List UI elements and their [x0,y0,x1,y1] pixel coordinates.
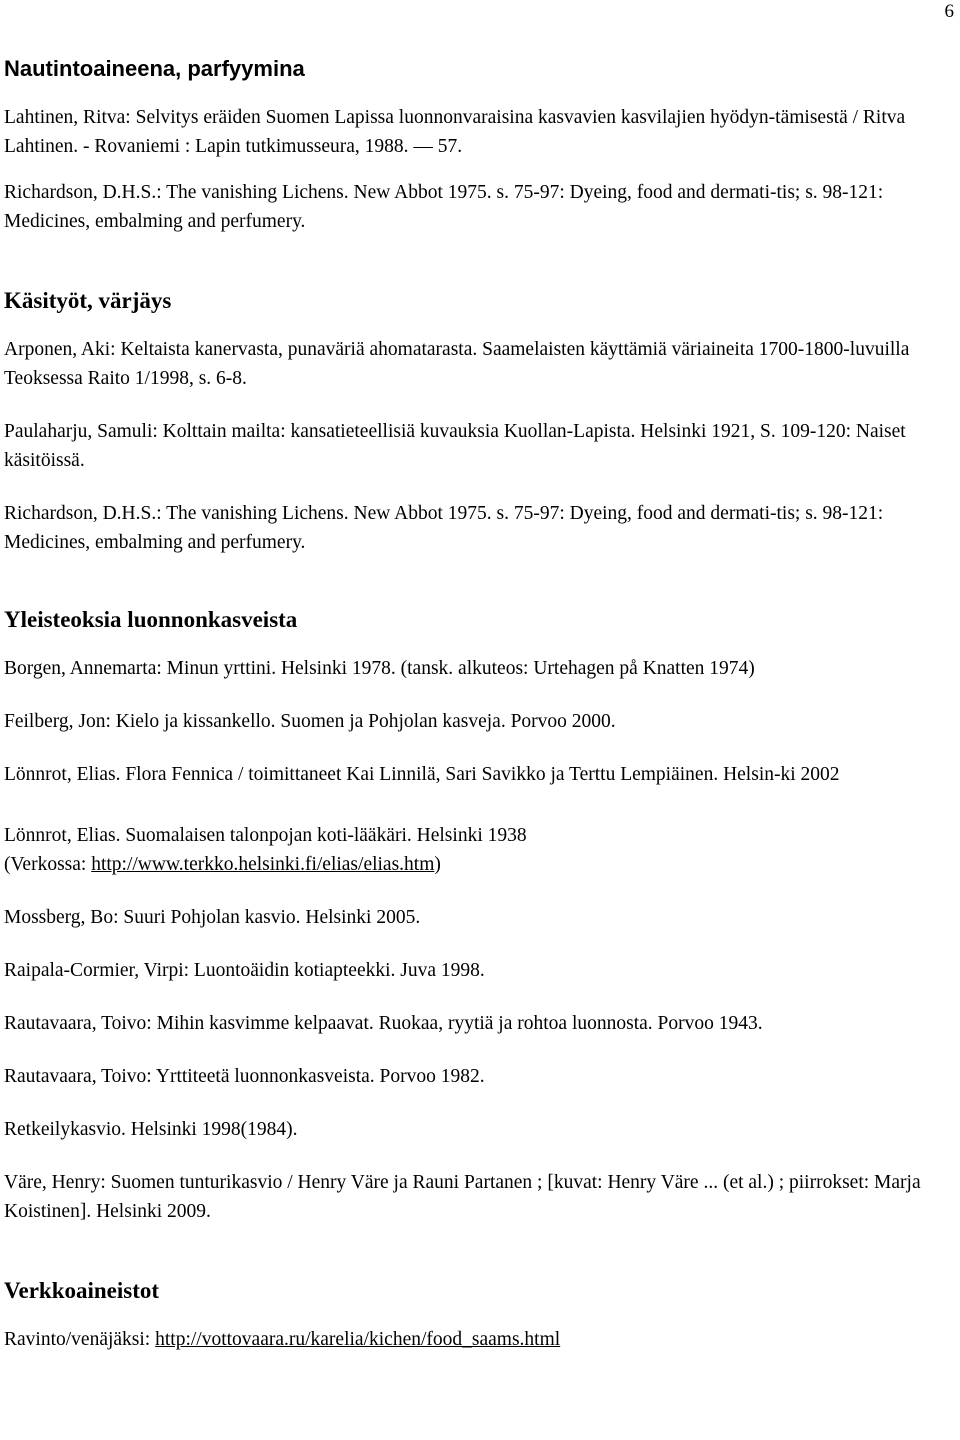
reference-entry: Richardson, D.H.S.: The vanishing Lichens. New Abbot 1975. s. 75-97: Dyeing, food and dermati-tis; s. 98-121: Medicines, embalming and perfumery. [4,503,884,553]
reference-entry: Feilberg, Jon: Kielo ja kissankello. Suomen ja Pohjolan kasveja. Porvoo 2000. [4,711,616,732]
reference-entry: Raipala-Cormier, Virpi: Luontoäidin kotiapteekki. Juva 1998. [4,960,485,981]
reference-entry: Richardson, D.H.S.: The vanishing Lichens. New Abbot 1975. s. 75-97: Dyeing, food and dermati-tis; s. 98-121: Medicines, embalming and perfumery. [4,182,884,232]
page-number: 6 [944,1,954,22]
link-entry [4,1325,952,1354]
reference-entry: Lahtinen, Ritva: Selvitys eräiden Suomen Lapissa luonnonvaraisina kasvavien kasvilajien hyödyn-tämisestä / Ritva Lahtinen. - Rovaniemi : Lapin tutkimusseura, 1988. — 57. [4,107,906,157]
reference-entry: Rautavaara, Toivo: Mihin kasvimme kelpaavat. Ruokaa, ryytiä ja rohtoa luonnosta. Porvoo 1943. [4,1013,763,1034]
online-note [4,850,952,879]
online-note-prefix: (Verkossa: [4,854,92,875]
document-body [4,52,952,1354]
link-entry-prefix: Ravinto/venäjäksi: [4,1329,156,1350]
reference-entry: Rautavaara, Toivo: Yrttiteetä luonnonkasveista. Porvoo 1982. [4,1066,485,1087]
reference-entry: Lönnrot, Elias. Suomalaisen talonpojan koti-lääkäri. Helsinki 1938 [4,825,527,846]
elias-link[interactable]: http://www.terkko.helsinki.fi/elias/elias.htm [91,854,435,875]
section-heading: Verkkoaineistot [4,1278,160,1303]
section-heading: Nautintoaineena, parfyymina [4,56,305,81]
reference-entry: Väre, Henry: Suomen tunturikasvio / Henry Väre ja Rauni Partanen ; [kuvat: Henry Väre ... (et al.) ; piirrokset: Marja Koistinen]. Helsinki 2009. [4,1172,921,1222]
reference-entry: Retkeilykasvio. Helsinki 1998(1984). [4,1119,298,1140]
reference-entry: Borgen, Annemarta: Minun yrttini. Helsinki 1978. (tansk. alkuteos: Urtehagen på Knatten 1974) [4,658,755,679]
reference-entry: Mossberg, Bo: Suuri Pohjolan kasvio. Helsinki 2005. [4,907,421,928]
reference-entry: Lönnrot, Elias. Flora Fennica / toimittaneet Kai Linnilä, Sari Savikko ja Terttu Lempiäinen. Helsin-ki 2002 [4,764,840,785]
section-heading: Yleisteoksia luonnonkasveista [4,607,298,632]
section-heading: Käsityöt, värjäys [4,288,172,313]
reference-entry: Arponen, Aki: Keltaista kanervasta, punaväriä ahomatarasta. Saamelaisten käyttämiä väriaineita 1700-1800-luvuilla Teoksessa Raito 1/1998, s. 6-8. [4,339,910,389]
reference-entry: Paulaharju, Samuli: Kolttain mailta: kansatieteellisiä kuvauksia Kuollan-Lapista. Helsinki 1921, S. 109-120: Naiset käsitöissä. [4,421,906,471]
online-note-suffix: ) [434,854,441,875]
vottovaara-link[interactable]: http://vottovaara.ru/karelia/kichen/food_saams.html [155,1329,561,1350]
reference-entry-with-link [4,821,952,879]
